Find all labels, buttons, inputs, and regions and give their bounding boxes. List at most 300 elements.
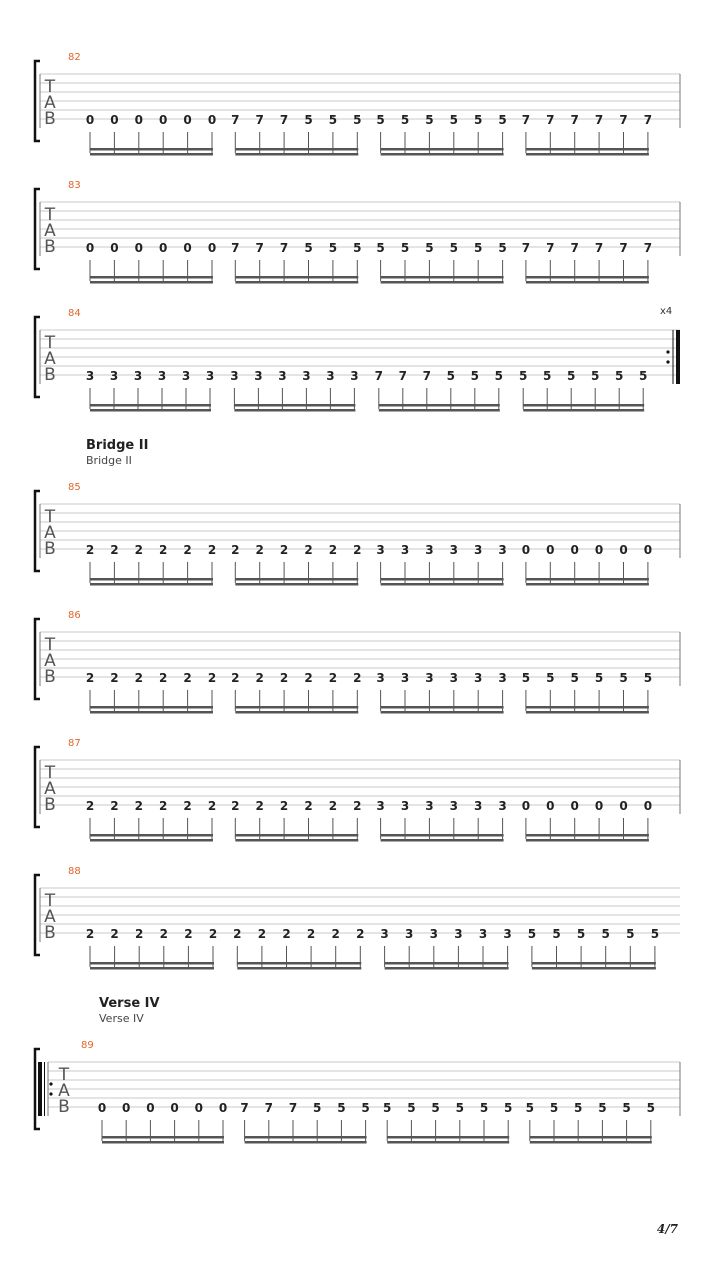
beam-lower [235, 711, 358, 714]
repeat-dot [49, 1082, 52, 1085]
fret-number: 3 [350, 369, 359, 383]
fret-number: 5 [567, 369, 576, 383]
fret-number: 2 [231, 671, 240, 685]
fret-number: 5 [479, 1101, 489, 1115]
fret-number: 3 [400, 543, 410, 557]
system-bracket [35, 61, 40, 141]
beam-lower [90, 281, 213, 284]
fret-number: 5 [498, 241, 507, 255]
fret-number: 2 [159, 543, 168, 557]
fret-number: 5 [527, 927, 537, 941]
fret-number: 0 [207, 241, 217, 255]
tab-clef-letter: A [58, 1081, 70, 1101]
beam-upper [381, 578, 504, 581]
fret-number: 7 [288, 1101, 298, 1115]
beam-upper [235, 148, 358, 151]
fret-number: 2 [85, 799, 95, 813]
measure-number: 83 [68, 180, 81, 191]
fret-number: 5 [353, 241, 362, 255]
fret-number: 2 [231, 799, 240, 813]
beam-lower [102, 1141, 224, 1144]
section-title: Bridge II [86, 438, 149, 453]
beam-lower [90, 839, 213, 842]
repeat-end-thick-bar [676, 330, 680, 384]
system-bracket [35, 875, 40, 955]
fret-number: 3 [425, 543, 434, 557]
beam-lower [235, 583, 358, 586]
fret-number: 2 [353, 543, 362, 557]
fret-number: 5 [546, 671, 555, 685]
fret-number: 0 [643, 799, 653, 813]
beam-lower [235, 839, 358, 842]
beam-lower [90, 711, 213, 714]
measure-number: 86 [68, 610, 81, 621]
fret-number: 0 [134, 113, 143, 127]
fret-number: 5 [521, 671, 531, 685]
fret-number: 5 [328, 241, 338, 255]
fret-number: 2 [208, 927, 218, 941]
beam-lower [90, 967, 214, 970]
fret-number: 3 [454, 927, 463, 941]
fret-number: 2 [328, 671, 338, 685]
fret-number: 7 [521, 113, 531, 127]
fret-number: 5 [504, 1101, 513, 1115]
fret-number: 3 [405, 927, 414, 941]
fret-number: 7 [279, 241, 289, 255]
fret-number: 5 [626, 927, 635, 941]
tab-clef-letter: B [44, 109, 56, 129]
fret-number: 3 [230, 369, 239, 383]
beam-lower [381, 711, 504, 714]
fret-number: 3 [503, 927, 512, 941]
beam-upper [234, 404, 355, 407]
measure-number: 85 [68, 482, 81, 493]
fret-number: 0 [521, 799, 531, 813]
beam-upper [90, 578, 213, 581]
beam-upper [526, 578, 649, 581]
beam-upper [90, 276, 213, 279]
fret-number: 5 [498, 113, 507, 127]
fret-number: 7 [594, 113, 604, 127]
fret-number: 7 [264, 1101, 273, 1115]
fret-number: 2 [282, 927, 291, 941]
tab-clef-letter: T [44, 635, 56, 655]
fret-number: 3 [478, 927, 488, 941]
fret-number: 2 [159, 927, 168, 941]
measure-number: 82 [68, 52, 81, 63]
fret-number: 3 [278, 369, 287, 383]
fret-number: 2 [331, 927, 340, 941]
tab-clef-letter: A [44, 779, 56, 799]
beam-lower [387, 1141, 509, 1144]
beam-lower [385, 967, 509, 970]
measure-number: 84 [68, 308, 81, 319]
repeat-start-thick-bar [38, 1062, 42, 1116]
fret-number: 2 [85, 671, 95, 685]
fret-number: 2 [207, 543, 217, 557]
fret-number: 0 [218, 1101, 228, 1115]
fret-number: 7 [231, 113, 240, 127]
tab-clef-letter: T [44, 763, 56, 783]
tab-clef-letter: B [44, 795, 56, 815]
beam-lower [235, 153, 358, 156]
fret-number: 7 [279, 113, 289, 127]
fret-number: 3 [400, 799, 410, 813]
system-bracket [35, 189, 40, 269]
fret-number: 3 [474, 671, 483, 685]
fret-number: 2 [255, 799, 264, 813]
fret-number: 3 [400, 671, 410, 685]
fret-number: 0 [546, 799, 555, 813]
fret-number: 2 [85, 543, 95, 557]
fret-number: 2 [257, 927, 267, 941]
fret-number: 3 [205, 369, 215, 383]
tab-clef-letter: T [44, 333, 56, 353]
fret-number: 5 [494, 369, 503, 383]
system-bracket [35, 491, 40, 571]
fret-number: 2 [183, 543, 192, 557]
beam-upper [90, 962, 214, 965]
fret-number: 7 [521, 241, 531, 255]
fret-number: 5 [549, 1101, 559, 1115]
beam-upper [235, 578, 358, 581]
beam-lower [526, 711, 649, 714]
fret-number: 5 [328, 113, 338, 127]
fret-number: 7 [546, 241, 555, 255]
beam-upper [235, 276, 358, 279]
fret-number: 2 [328, 543, 338, 557]
beam-lower [245, 1141, 367, 1144]
fret-number: 2 [184, 927, 193, 941]
fret-number: 3 [85, 369, 95, 383]
fret-number: 2 [110, 799, 119, 813]
beam-lower [381, 281, 504, 284]
fret-number: 0 [183, 241, 192, 255]
fret-number: 2 [134, 671, 143, 685]
fret-number: 5 [591, 369, 600, 383]
repeat-count: x4 [660, 306, 673, 317]
fret-number: 2 [134, 799, 143, 813]
fret-number: 7 [619, 113, 628, 127]
tab-clef-letter: B [44, 365, 56, 385]
fret-number: 7 [422, 369, 431, 383]
fret-number: 5 [337, 1101, 346, 1115]
fret-number: 2 [304, 543, 313, 557]
fret-number: 2 [135, 927, 144, 941]
tab-clef-letter: T [44, 891, 56, 911]
fret-number: 7 [398, 369, 407, 383]
fret-number: 7 [240, 1101, 249, 1115]
fret-number: 2 [306, 927, 316, 941]
repeat-dot [666, 350, 669, 353]
fret-number: 3 [326, 369, 335, 383]
fret-number: 2 [110, 543, 119, 557]
fret-number: 7 [255, 241, 264, 255]
tab-clef-letter: T [44, 77, 56, 97]
fret-number: 5 [455, 1101, 464, 1115]
beam-upper [235, 706, 358, 709]
fret-number: 5 [650, 927, 660, 941]
fret-number: 0 [619, 799, 628, 813]
fret-number: 5 [449, 241, 458, 255]
fret-number: 7 [374, 369, 383, 383]
fret-number: 0 [134, 241, 143, 255]
fret-number: 5 [376, 113, 385, 127]
beam-upper [235, 834, 358, 837]
tab-clef-letter: B [44, 923, 56, 943]
fret-number: 5 [646, 1101, 655, 1115]
fret-number: 0 [97, 1101, 107, 1115]
fret-number: 5 [353, 113, 362, 127]
fret-number: 2 [207, 671, 217, 685]
fret-number: 0 [546, 543, 555, 557]
beam-upper [526, 706, 649, 709]
fret-number: 0 [122, 1101, 131, 1115]
beam-lower [90, 409, 211, 412]
beam-upper [90, 834, 213, 837]
tab-clef-letter: T [58, 1065, 70, 1085]
beam-upper [387, 1136, 509, 1139]
fret-number: 0 [570, 543, 579, 557]
beam-upper [379, 404, 500, 407]
beam-upper [237, 962, 361, 965]
fret-number: 2 [110, 927, 119, 941]
measure-number: 87 [68, 738, 81, 749]
tab-clef-letter: B [44, 667, 56, 687]
fret-number: 0 [194, 1101, 203, 1115]
fret-number: 3 [181, 369, 191, 383]
fret-number: 5 [446, 369, 455, 383]
fret-number: 2 [85, 927, 95, 941]
fret-number: 0 [594, 543, 604, 557]
fret-number: 3 [449, 671, 458, 685]
fret-number: 5 [576, 927, 586, 941]
fret-number: 0 [170, 1101, 179, 1115]
tab-clef-letter: B [44, 237, 56, 257]
beam-lower [523, 409, 644, 412]
measure-number: 88 [68, 866, 81, 877]
fret-number: 0 [85, 241, 95, 255]
fret-number: 0 [110, 241, 119, 255]
fret-number: 5 [543, 369, 552, 383]
tab-clef-letter: B [44, 539, 56, 559]
tab-clef-letter: T [44, 507, 56, 527]
fret-number: 0 [183, 113, 192, 127]
beam-upper [90, 148, 213, 151]
fret-number: 5 [407, 1101, 416, 1115]
fret-number: 3 [157, 369, 167, 383]
fret-number: 2 [231, 543, 240, 557]
tab-clef-letter: A [44, 221, 56, 241]
fret-number: 5 [552, 927, 561, 941]
fret-number: 7 [570, 113, 579, 127]
beam-upper [526, 834, 649, 837]
beam-lower [526, 839, 649, 842]
beam-lower [526, 153, 649, 156]
fret-number: 2 [183, 799, 192, 813]
system-bracket [35, 747, 40, 827]
fret-number: 5 [470, 369, 479, 383]
fret-number: 2 [353, 799, 362, 813]
fret-number: 0 [159, 113, 168, 127]
fret-number: 5 [519, 369, 528, 383]
beam-lower [381, 583, 504, 586]
fret-number: 2 [328, 799, 338, 813]
fret-number: 3 [425, 799, 434, 813]
beam-upper [530, 1136, 652, 1139]
fret-number: 5 [574, 1101, 583, 1115]
section-subtitle: Bridge II [86, 454, 132, 467]
fret-number: 2 [255, 543, 264, 557]
fret-number: 3 [109, 369, 119, 383]
repeat-dot [49, 1092, 52, 1095]
tab-clef-letter: B [58, 1097, 70, 1117]
fret-number: 5 [400, 241, 410, 255]
fret-number: 7 [570, 241, 579, 255]
system-bracket [35, 619, 40, 699]
fret-number: 2 [279, 671, 289, 685]
fret-number: 3 [376, 543, 385, 557]
fret-number: 0 [643, 543, 653, 557]
beam-lower [526, 583, 649, 586]
beam-upper [90, 404, 211, 407]
fret-number: 0 [594, 799, 604, 813]
fret-number: 0 [110, 113, 119, 127]
fret-number: 5 [643, 671, 653, 685]
fret-number: 5 [304, 113, 313, 127]
beam-lower [530, 1141, 652, 1144]
fret-number: 7 [231, 241, 240, 255]
fret-number: 0 [207, 113, 217, 127]
fret-number: 0 [146, 1101, 155, 1115]
tab-clef-letter: A [44, 93, 56, 113]
fret-number: 3 [380, 927, 389, 941]
fret-number: 5 [622, 1101, 631, 1115]
fret-number: 3 [449, 799, 458, 813]
fret-number: 5 [598, 1101, 607, 1115]
fret-number: 3 [449, 543, 458, 557]
fret-number: 3 [498, 543, 507, 557]
beam-upper [526, 148, 649, 151]
fret-number: 2 [356, 927, 365, 941]
fret-number: 2 [159, 671, 168, 685]
fret-number: 5 [383, 1101, 392, 1115]
beam-lower [90, 153, 213, 156]
fret-number: 0 [521, 543, 531, 557]
page-number: 4/7 [656, 1222, 678, 1236]
beam-upper [102, 1136, 224, 1139]
fret-number: 2 [233, 927, 242, 941]
fret-number: 2 [279, 799, 289, 813]
fret-number: 5 [594, 671, 604, 685]
fret-number: 2 [183, 671, 192, 685]
fret-number: 3 [429, 927, 438, 941]
beam-lower [381, 153, 504, 156]
fret-number: 3 [425, 671, 434, 685]
fret-number: 5 [639, 369, 648, 383]
fret-number: 2 [255, 671, 264, 685]
repeat-dot [666, 360, 669, 363]
beam-lower [90, 583, 213, 586]
fret-number: 5 [400, 113, 410, 127]
fret-number: 3 [498, 799, 507, 813]
system-bracket [35, 317, 40, 397]
beam-upper [381, 834, 504, 837]
beam-upper [532, 962, 656, 965]
fret-number: 3 [474, 799, 483, 813]
fret-number: 5 [615, 369, 624, 383]
fret-number: 2 [304, 671, 313, 685]
beam-lower [237, 967, 361, 970]
beam-lower [235, 281, 358, 284]
measure-number: 89 [81, 1040, 94, 1051]
fret-number: 2 [304, 799, 313, 813]
fret-number: 7 [255, 113, 264, 127]
fret-number: 3 [376, 671, 385, 685]
fret-number: 0 [619, 543, 628, 557]
beam-upper [381, 706, 504, 709]
tab-clef-letter: A [44, 651, 56, 671]
beam-upper [385, 962, 509, 965]
section-title: Verse IV [99, 996, 160, 1011]
fret-number: 5 [304, 241, 313, 255]
section-subtitle: Verse IV [99, 1012, 144, 1025]
fret-number: 5 [525, 1101, 534, 1115]
beam-upper [90, 706, 213, 709]
fret-number: 5 [361, 1101, 370, 1115]
fret-number: 2 [159, 799, 168, 813]
tab-clef-letter: A [44, 907, 56, 927]
fret-number: 5 [619, 671, 628, 685]
beam-upper [381, 148, 504, 151]
fret-number: 0 [159, 241, 168, 255]
fret-number: 5 [425, 241, 434, 255]
beam-upper [526, 276, 649, 279]
beam-upper [245, 1136, 367, 1139]
fret-number: 3 [498, 671, 507, 685]
fret-number: 7 [643, 113, 653, 127]
fret-number: 5 [570, 671, 579, 685]
tab-clef-letter: A [44, 523, 56, 543]
fret-number: 5 [376, 241, 385, 255]
beam-lower [379, 409, 500, 412]
fret-number: 5 [425, 113, 434, 127]
fret-number: 2 [207, 799, 217, 813]
fret-number: 2 [279, 543, 289, 557]
fret-number: 5 [474, 241, 483, 255]
beam-upper [381, 276, 504, 279]
fret-number: 3 [254, 369, 263, 383]
fret-number: 3 [376, 799, 385, 813]
fret-number: 7 [643, 241, 653, 255]
fret-number: 3 [302, 369, 311, 383]
beam-upper [523, 404, 644, 407]
fret-number: 2 [134, 543, 143, 557]
tab-clef-letter: A [44, 349, 56, 369]
fret-number: 7 [594, 241, 604, 255]
beam-lower [381, 839, 504, 842]
fret-number: 0 [570, 799, 579, 813]
fret-number: 2 [353, 671, 362, 685]
fret-number: 5 [601, 927, 610, 941]
tab-clef-letter: T [44, 205, 56, 225]
fret-number: 5 [431, 1101, 440, 1115]
fret-number: 0 [85, 113, 95, 127]
beam-lower [526, 281, 649, 284]
fret-number: 5 [449, 113, 458, 127]
fret-number: 3 [133, 369, 143, 383]
fret-number: 2 [110, 671, 119, 685]
